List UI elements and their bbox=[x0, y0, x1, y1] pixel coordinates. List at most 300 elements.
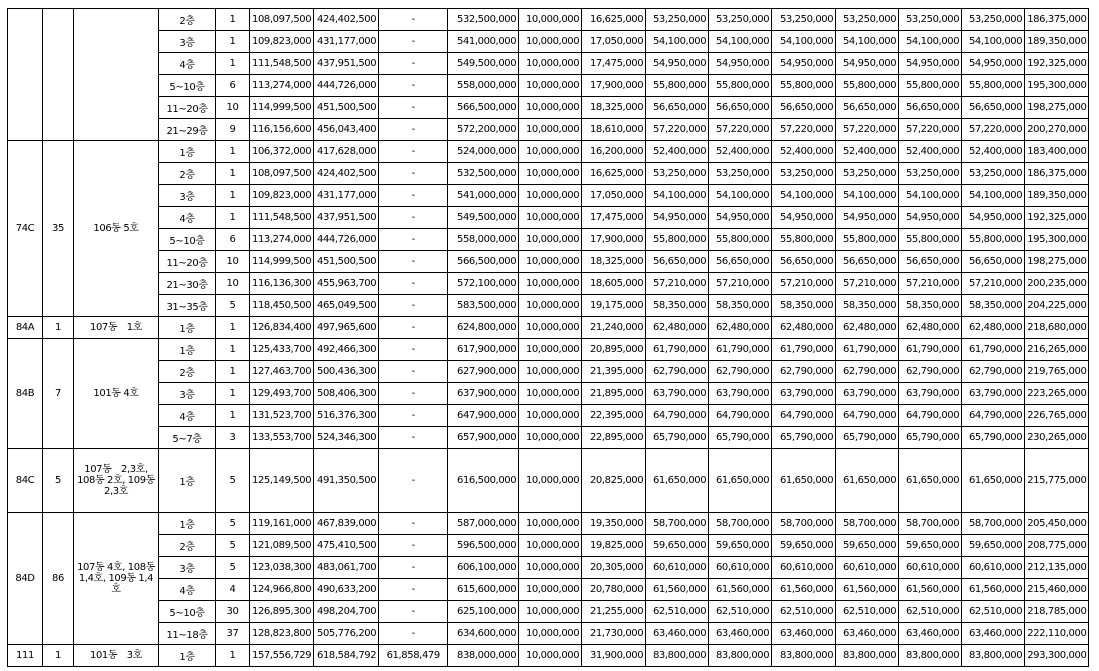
mid6-cell: 57,220,000 bbox=[962, 119, 1025, 141]
mid6-cell: 56,650,000 bbox=[962, 251, 1025, 273]
vat-cell: - bbox=[379, 383, 448, 405]
floor-cell: 4층 bbox=[159, 405, 216, 427]
mid2-cell: 61,790,000 bbox=[709, 339, 772, 361]
unit-count-cell: 7 bbox=[43, 339, 74, 449]
mid2-cell: 64,790,000 bbox=[709, 405, 772, 427]
building-cell: 456,043,400 bbox=[314, 119, 379, 141]
balance-cell: 216,265,000 bbox=[1025, 339, 1089, 361]
balance-cell: 189,350,000 bbox=[1025, 31, 1089, 53]
balance-cell: 192,325,000 bbox=[1025, 53, 1089, 75]
mid3-cell: 64,790,000 bbox=[772, 405, 836, 427]
balance-cell: 198,275,000 bbox=[1025, 97, 1089, 119]
contract2-cell: 20,895,000 bbox=[582, 339, 646, 361]
units-cell: 1 bbox=[216, 207, 250, 229]
floor-cell: 2층 bbox=[159, 361, 216, 383]
land-cell: 131,523,700 bbox=[250, 405, 314, 427]
contract2-cell: 22,895,000 bbox=[582, 427, 646, 449]
mid2-cell: 61,650,000 bbox=[709, 449, 772, 513]
mid3-cell: 61,650,000 bbox=[772, 449, 836, 513]
units-cell: 1 bbox=[216, 9, 250, 31]
mid4-cell: 62,480,000 bbox=[836, 317, 899, 339]
table-row bbox=[8, 339, 1089, 361]
mid4-cell: 57,220,000 bbox=[836, 119, 899, 141]
mid1-cell: 63,460,000 bbox=[646, 623, 709, 645]
land-cell: 121,089,500 bbox=[250, 535, 314, 557]
mid4-cell: 58,700,000 bbox=[836, 513, 899, 535]
contract1-cell: 10,000,000 bbox=[519, 75, 582, 97]
mid3-cell: 57,210,000 bbox=[772, 273, 836, 295]
mid2-cell: 54,100,000 bbox=[709, 185, 772, 207]
vat-cell: - bbox=[379, 141, 448, 163]
mid5-cell: 55,800,000 bbox=[899, 75, 962, 97]
mid1-cell: 54,950,000 bbox=[646, 207, 709, 229]
mid3-cell: 52,400,000 bbox=[772, 141, 836, 163]
table-row bbox=[8, 207, 1089, 229]
mid3-cell: 65,790,000 bbox=[772, 427, 836, 449]
total-cell: 606,100,000 bbox=[448, 557, 519, 579]
floor-cell: 3층 bbox=[159, 31, 216, 53]
mid5-cell: 57,210,000 bbox=[899, 273, 962, 295]
floor-cell: 4층 bbox=[159, 53, 216, 75]
mid3-cell: 62,480,000 bbox=[772, 317, 836, 339]
table-row bbox=[8, 53, 1089, 75]
vat-cell: - bbox=[379, 513, 448, 535]
mid3-cell: 54,950,000 bbox=[772, 53, 836, 75]
land-cell: 126,834,400 bbox=[250, 317, 314, 339]
mid6-cell: 59,650,000 bbox=[962, 535, 1025, 557]
vat-cell: - bbox=[379, 97, 448, 119]
contract2-cell: 21,255,000 bbox=[582, 601, 646, 623]
mid6-cell: 54,950,000 bbox=[962, 207, 1025, 229]
mid2-cell: 65,790,000 bbox=[709, 427, 772, 449]
mid6-cell: 65,790,000 bbox=[962, 427, 1025, 449]
mid4-cell: 63,790,000 bbox=[836, 383, 899, 405]
table-row bbox=[8, 141, 1089, 163]
mid5-cell: 60,610,000 bbox=[899, 557, 962, 579]
building-cell: 431,177,000 bbox=[314, 31, 379, 53]
unit-type-cell: 74C bbox=[8, 141, 43, 317]
units-cell: 1 bbox=[216, 141, 250, 163]
vat-cell: - bbox=[379, 405, 448, 427]
building-cell: 490,633,200 bbox=[314, 579, 379, 601]
mid6-cell: 62,480,000 bbox=[962, 317, 1025, 339]
mid4-cell: 61,560,000 bbox=[836, 579, 899, 601]
contract1-cell: 10,000,000 bbox=[519, 53, 582, 75]
mid5-cell: 55,800,000 bbox=[899, 229, 962, 251]
mid2-cell: 63,790,000 bbox=[709, 383, 772, 405]
mid4-cell: 65,790,000 bbox=[836, 427, 899, 449]
table-row bbox=[8, 449, 1089, 513]
mid4-cell: 58,350,000 bbox=[836, 295, 899, 317]
building-cell: 444,726,000 bbox=[314, 75, 379, 97]
mid6-cell: 64,790,000 bbox=[962, 405, 1025, 427]
mid4-cell: 64,790,000 bbox=[836, 405, 899, 427]
total-cell: 838,000,000 bbox=[448, 645, 519, 667]
building-cell: 424,402,500 bbox=[314, 163, 379, 185]
mid3-cell: 57,220,000 bbox=[772, 119, 836, 141]
contract1-cell: 10,000,000 bbox=[519, 9, 582, 31]
balance-cell: 230,265,000 bbox=[1025, 427, 1089, 449]
mid2-cell: 61,560,000 bbox=[709, 579, 772, 601]
unit-type-cell: 111 bbox=[8, 645, 43, 667]
building-cell: 467,839,000 bbox=[314, 513, 379, 535]
land-cell: 114,999,500 bbox=[250, 251, 314, 273]
building-cell: 505,776,200 bbox=[314, 623, 379, 645]
mid5-cell: 61,790,000 bbox=[899, 339, 962, 361]
contract2-cell: 18,610,000 bbox=[582, 119, 646, 141]
table-row bbox=[8, 579, 1089, 601]
mid1-cell: 61,650,000 bbox=[646, 449, 709, 513]
units-cell: 1 bbox=[216, 185, 250, 207]
balance-cell: 226,765,000 bbox=[1025, 405, 1089, 427]
contract1-cell: 10,000,000 bbox=[519, 449, 582, 513]
balance-cell: 215,460,000 bbox=[1025, 579, 1089, 601]
mid2-cell: 56,650,000 bbox=[709, 251, 772, 273]
contract2-cell: 17,900,000 bbox=[582, 75, 646, 97]
mid6-cell: 53,250,000 bbox=[962, 9, 1025, 31]
contract1-cell: 10,000,000 bbox=[519, 207, 582, 229]
price-table-body bbox=[8, 9, 1089, 667]
unit-count-cell: 1 bbox=[43, 317, 74, 339]
land-cell: 111,548,500 bbox=[250, 53, 314, 75]
total-cell: 625,100,000 bbox=[448, 601, 519, 623]
building-location-cell: 106동 5호 bbox=[74, 141, 159, 317]
total-cell: 637,900,000 bbox=[448, 383, 519, 405]
contract1-cell: 10,000,000 bbox=[519, 295, 582, 317]
mid5-cell: 53,250,000 bbox=[899, 163, 962, 185]
mid5-cell: 56,650,000 bbox=[899, 97, 962, 119]
building-cell: 516,376,300 bbox=[314, 405, 379, 427]
vat-cell: - bbox=[379, 449, 448, 513]
balance-cell: 200,270,000 bbox=[1025, 119, 1089, 141]
mid2-cell: 57,210,000 bbox=[709, 273, 772, 295]
land-cell: 108,097,500 bbox=[250, 163, 314, 185]
unit-type-cell: 84D bbox=[8, 513, 43, 645]
mid3-cell: 62,790,000 bbox=[772, 361, 836, 383]
land-cell: 109,823,000 bbox=[250, 185, 314, 207]
contract2-cell: 18,325,000 bbox=[582, 97, 646, 119]
unit-type-cell: 84C bbox=[8, 449, 43, 513]
mid1-cell: 65,790,000 bbox=[646, 427, 709, 449]
floor-cell: 3층 bbox=[159, 185, 216, 207]
mid1-cell: 53,250,000 bbox=[646, 163, 709, 185]
mid4-cell: 54,100,000 bbox=[836, 31, 899, 53]
units-cell: 5 bbox=[216, 535, 250, 557]
mid3-cell: 59,650,000 bbox=[772, 535, 836, 557]
table-row bbox=[8, 645, 1089, 667]
contract1-cell: 10,000,000 bbox=[519, 579, 582, 601]
units-cell: 6 bbox=[216, 229, 250, 251]
units-cell: 37 bbox=[216, 623, 250, 645]
units-cell: 9 bbox=[216, 119, 250, 141]
land-cell: 106,372,000 bbox=[250, 141, 314, 163]
floor-cell: 3층 bbox=[159, 383, 216, 405]
floor-cell: 2층 bbox=[159, 535, 216, 557]
vat-cell: - bbox=[379, 251, 448, 273]
table-row bbox=[8, 251, 1089, 273]
mid1-cell: 54,950,000 bbox=[646, 53, 709, 75]
table-row bbox=[8, 557, 1089, 579]
table-row bbox=[8, 31, 1089, 53]
price-table bbox=[7, 8, 1089, 667]
mid2-cell: 62,790,000 bbox=[709, 361, 772, 383]
total-cell: 566,500,000 bbox=[448, 251, 519, 273]
building-cell: 451,500,500 bbox=[314, 97, 379, 119]
land-cell: 118,450,500 bbox=[250, 295, 314, 317]
vat-cell: - bbox=[379, 535, 448, 557]
mid4-cell: 61,650,000 bbox=[836, 449, 899, 513]
contract2-cell: 21,730,000 bbox=[582, 623, 646, 645]
mid6-cell: 54,100,000 bbox=[962, 185, 1025, 207]
building-cell: 437,951,500 bbox=[314, 207, 379, 229]
building-cell: 431,177,000 bbox=[314, 185, 379, 207]
building-cell: 483,061,700 bbox=[314, 557, 379, 579]
contract2-cell: 17,050,000 bbox=[582, 185, 646, 207]
total-cell: 596,500,000 bbox=[448, 535, 519, 557]
table-row bbox=[8, 229, 1089, 251]
balance-cell: 200,235,000 bbox=[1025, 273, 1089, 295]
mid2-cell: 54,100,000 bbox=[709, 31, 772, 53]
balance-cell: 212,135,000 bbox=[1025, 557, 1089, 579]
mid2-cell: 55,800,000 bbox=[709, 75, 772, 97]
vat-cell: - bbox=[379, 31, 448, 53]
table-row bbox=[8, 295, 1089, 317]
contract1-cell: 10,000,000 bbox=[519, 427, 582, 449]
mid2-cell: 52,400,000 bbox=[709, 141, 772, 163]
mid2-cell: 59,650,000 bbox=[709, 535, 772, 557]
balance-cell: 186,375,000 bbox=[1025, 163, 1089, 185]
building-location-cell: 107동 2,3호, 108동 2호, 109동 2,3호 bbox=[74, 449, 159, 513]
mid4-cell: 83,800,000 bbox=[836, 645, 899, 667]
contract2-cell: 16,625,000 bbox=[582, 9, 646, 31]
contract2-cell: 31,900,000 bbox=[582, 645, 646, 667]
mid6-cell: 62,510,000 bbox=[962, 601, 1025, 623]
land-cell: 108,097,500 bbox=[250, 9, 314, 31]
floor-cell: 1층 bbox=[159, 645, 216, 667]
vat-cell: - bbox=[379, 317, 448, 339]
mid4-cell: 53,250,000 bbox=[836, 9, 899, 31]
table-row bbox=[8, 601, 1089, 623]
contract1-cell: 10,000,000 bbox=[519, 405, 582, 427]
mid3-cell: 83,800,000 bbox=[772, 645, 836, 667]
contract2-cell: 19,350,000 bbox=[582, 513, 646, 535]
building-location-cell: 107동 1호 bbox=[74, 317, 159, 339]
units-cell: 1 bbox=[216, 163, 250, 185]
vat-cell: 61,858,479 bbox=[379, 645, 448, 667]
contract1-cell: 10,000,000 bbox=[519, 273, 582, 295]
vat-cell: - bbox=[379, 557, 448, 579]
table-row bbox=[8, 623, 1089, 645]
vat-cell: - bbox=[379, 601, 448, 623]
units-cell: 1 bbox=[216, 361, 250, 383]
vat-cell: - bbox=[379, 185, 448, 207]
floor-cell: 1층 bbox=[159, 141, 216, 163]
table-row bbox=[8, 513, 1089, 535]
balance-cell: 195,300,000 bbox=[1025, 75, 1089, 97]
building-cell: 498,204,700 bbox=[314, 601, 379, 623]
mid3-cell: 58,350,000 bbox=[772, 295, 836, 317]
building-cell: 618,584,792 bbox=[314, 645, 379, 667]
building-cell: 437,951,500 bbox=[314, 53, 379, 75]
mid3-cell: 55,800,000 bbox=[772, 75, 836, 97]
mid5-cell: 63,460,000 bbox=[899, 623, 962, 645]
mid2-cell: 58,350,000 bbox=[709, 295, 772, 317]
mid1-cell: 62,510,000 bbox=[646, 601, 709, 623]
mid3-cell: 63,460,000 bbox=[772, 623, 836, 645]
mid5-cell: 61,650,000 bbox=[899, 449, 962, 513]
mid2-cell: 53,250,000 bbox=[709, 163, 772, 185]
contract1-cell: 10,000,000 bbox=[519, 361, 582, 383]
mid1-cell: 63,790,000 bbox=[646, 383, 709, 405]
contract1-cell: 10,000,000 bbox=[519, 535, 582, 557]
building-cell: 491,350,500 bbox=[314, 449, 379, 513]
mid5-cell: 56,650,000 bbox=[899, 251, 962, 273]
mid1-cell: 54,100,000 bbox=[646, 31, 709, 53]
mid2-cell: 56,650,000 bbox=[709, 97, 772, 119]
mid5-cell: 53,250,000 bbox=[899, 9, 962, 31]
table-row bbox=[8, 185, 1089, 207]
units-cell: 5 bbox=[216, 557, 250, 579]
floor-cell: 2층 bbox=[159, 9, 216, 31]
table-row bbox=[8, 383, 1089, 405]
mid3-cell: 58,700,000 bbox=[772, 513, 836, 535]
contract2-cell: 20,780,000 bbox=[582, 579, 646, 601]
land-cell: 113,274,000 bbox=[250, 229, 314, 251]
table-row bbox=[8, 317, 1089, 339]
mid6-cell: 54,100,000 bbox=[962, 31, 1025, 53]
total-cell: 647,900,000 bbox=[448, 405, 519, 427]
contract2-cell: 21,395,000 bbox=[582, 361, 646, 383]
vat-cell: - bbox=[379, 163, 448, 185]
building-cell: 500,436,300 bbox=[314, 361, 379, 383]
floor-cell: 1층 bbox=[159, 513, 216, 535]
mid6-cell: 52,400,000 bbox=[962, 141, 1025, 163]
table-row bbox=[8, 361, 1089, 383]
mid3-cell: 54,100,000 bbox=[772, 185, 836, 207]
contract1-cell: 10,000,000 bbox=[519, 317, 582, 339]
mid4-cell: 62,510,000 bbox=[836, 601, 899, 623]
contract1-cell: 10,000,000 bbox=[519, 119, 582, 141]
mid4-cell: 60,610,000 bbox=[836, 557, 899, 579]
building-cell: 475,410,500 bbox=[314, 535, 379, 557]
contract2-cell: 17,475,000 bbox=[582, 53, 646, 75]
mid6-cell: 57,210,000 bbox=[962, 273, 1025, 295]
units-cell: 5 bbox=[216, 295, 250, 317]
total-cell: 524,000,000 bbox=[448, 141, 519, 163]
unit-count-cell bbox=[43, 9, 74, 141]
total-cell: 634,600,000 bbox=[448, 623, 519, 645]
mid5-cell: 58,700,000 bbox=[899, 513, 962, 535]
mid3-cell: 60,610,000 bbox=[772, 557, 836, 579]
total-cell: 558,000,000 bbox=[448, 75, 519, 97]
floor-cell: 2층 bbox=[159, 163, 216, 185]
mid3-cell: 56,650,000 bbox=[772, 251, 836, 273]
mid3-cell: 53,250,000 bbox=[772, 9, 836, 31]
building-location-cell: 107동 4호, 108동 1,4호, 109동 1,4호 bbox=[74, 513, 159, 645]
building-cell: 508,406,300 bbox=[314, 383, 379, 405]
table-row bbox=[8, 9, 1089, 31]
mid4-cell: 53,250,000 bbox=[836, 163, 899, 185]
units-cell: 30 bbox=[216, 601, 250, 623]
mid6-cell: 54,950,000 bbox=[962, 53, 1025, 75]
mid2-cell: 54,950,000 bbox=[709, 53, 772, 75]
table-row bbox=[8, 535, 1089, 557]
mid6-cell: 60,610,000 bbox=[962, 557, 1025, 579]
land-cell: 123,038,300 bbox=[250, 557, 314, 579]
land-cell: 129,493,700 bbox=[250, 383, 314, 405]
vat-cell: - bbox=[379, 579, 448, 601]
floor-cell: 1층 bbox=[159, 317, 216, 339]
table-row bbox=[8, 405, 1089, 427]
total-cell: 627,900,000 bbox=[448, 361, 519, 383]
balance-cell: 192,325,000 bbox=[1025, 207, 1089, 229]
land-cell: 124,966,800 bbox=[250, 579, 314, 601]
table-row bbox=[8, 75, 1089, 97]
total-cell: 549,500,000 bbox=[448, 207, 519, 229]
building-cell: 444,726,000 bbox=[314, 229, 379, 251]
mid1-cell: 61,560,000 bbox=[646, 579, 709, 601]
building-location-cell: 101동 4호 bbox=[74, 339, 159, 449]
mid3-cell: 61,560,000 bbox=[772, 579, 836, 601]
floor-cell: 5~7층 bbox=[159, 427, 216, 449]
mid5-cell: 62,480,000 bbox=[899, 317, 962, 339]
building-cell: 424,402,500 bbox=[314, 9, 379, 31]
contract1-cell: 10,000,000 bbox=[519, 97, 582, 119]
vat-cell: - bbox=[379, 229, 448, 251]
total-cell: 624,800,000 bbox=[448, 317, 519, 339]
mid4-cell: 54,950,000 bbox=[836, 207, 899, 229]
mid5-cell: 63,790,000 bbox=[899, 383, 962, 405]
mid5-cell: 62,790,000 bbox=[899, 361, 962, 383]
mid1-cell: 57,220,000 bbox=[646, 119, 709, 141]
contract2-cell: 17,050,000 bbox=[582, 31, 646, 53]
land-cell: 116,156,600 bbox=[250, 119, 314, 141]
mid4-cell: 55,800,000 bbox=[836, 229, 899, 251]
units-cell: 6 bbox=[216, 75, 250, 97]
mid1-cell: 53,250,000 bbox=[646, 9, 709, 31]
contract1-cell: 10,000,000 bbox=[519, 645, 582, 667]
mid4-cell: 57,210,000 bbox=[836, 273, 899, 295]
mid4-cell: 62,790,000 bbox=[836, 361, 899, 383]
units-cell: 10 bbox=[216, 251, 250, 273]
vat-cell: - bbox=[379, 119, 448, 141]
building-cell: 451,500,500 bbox=[314, 251, 379, 273]
mid4-cell: 55,800,000 bbox=[836, 75, 899, 97]
total-cell: 615,600,000 bbox=[448, 579, 519, 601]
total-cell: 558,000,000 bbox=[448, 229, 519, 251]
contract1-cell: 10,000,000 bbox=[519, 229, 582, 251]
units-cell: 1 bbox=[216, 383, 250, 405]
table-row bbox=[8, 427, 1089, 449]
mid4-cell: 56,650,000 bbox=[836, 251, 899, 273]
mid5-cell: 57,220,000 bbox=[899, 119, 962, 141]
units-cell: 1 bbox=[216, 645, 250, 667]
mid4-cell: 61,790,000 bbox=[836, 339, 899, 361]
floor-cell: 1층 bbox=[159, 339, 216, 361]
mid1-cell: 56,650,000 bbox=[646, 97, 709, 119]
balance-cell: 183,400,000 bbox=[1025, 141, 1089, 163]
vat-cell: - bbox=[379, 9, 448, 31]
contract1-cell: 10,000,000 bbox=[519, 163, 582, 185]
mid5-cell: 64,790,000 bbox=[899, 405, 962, 427]
mid6-cell: 62,790,000 bbox=[962, 361, 1025, 383]
contract2-cell: 16,200,000 bbox=[582, 141, 646, 163]
building-cell: 465,049,500 bbox=[314, 295, 379, 317]
mid2-cell: 58,700,000 bbox=[709, 513, 772, 535]
land-cell: 125,149,500 bbox=[250, 449, 314, 513]
table-row bbox=[8, 273, 1089, 295]
contract1-cell: 10,000,000 bbox=[519, 31, 582, 53]
